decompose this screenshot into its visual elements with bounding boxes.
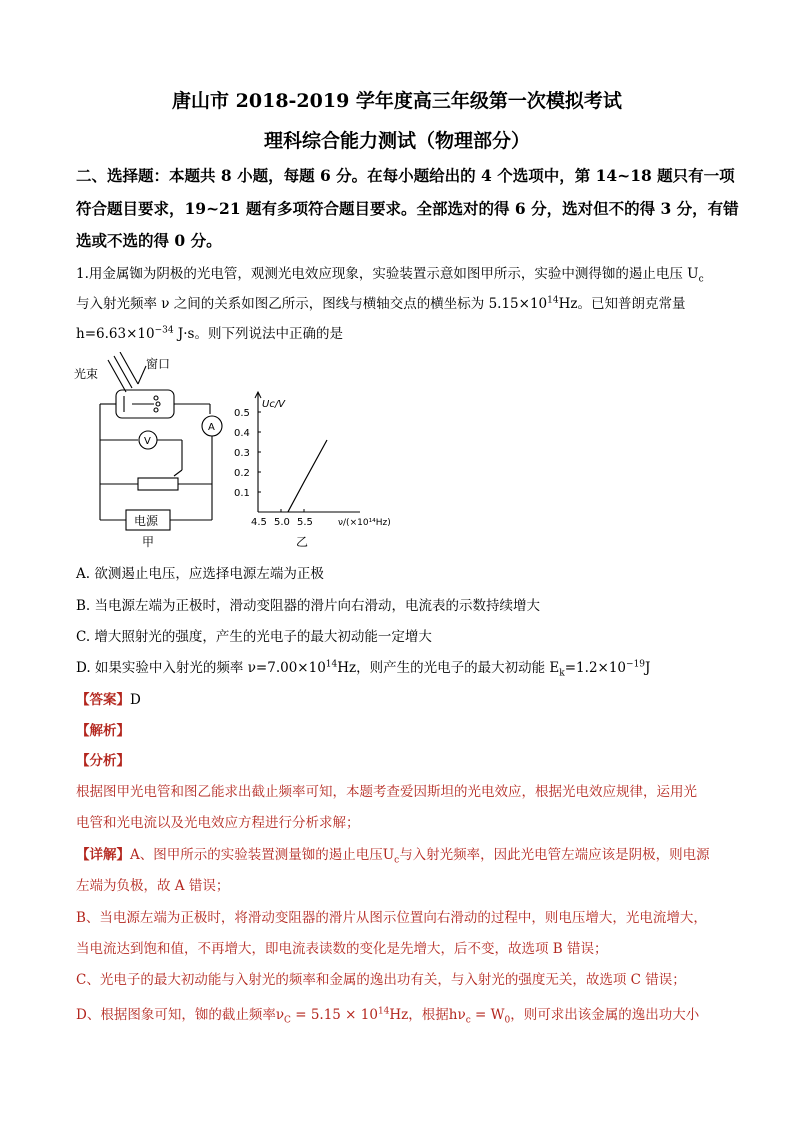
- detail-d: D、根据图象可知，铷的截止频率$\nu_C = 5.15 \times 10^{14}Hz$，根据$h\nu_c = W_0$，则可求出该金属的逸出功大小: [76, 1006, 700, 1026]
- detail-a-line1: 【详解】A、图甲所示的实验装置测量铷的遏止电压$U_c$与入射光频率，因此光电管左端应该是阴极，则电源: [76, 847, 710, 866]
- section-instructions-line2: 符合题目要求，19~21 题有多项符合题目要求。全部选对的得 6 分，选对但不的得 3 分，有错: [76, 199, 739, 218]
- detail-b-line1: B、当电源左端为正极时，将滑动变阻器的滑片从图示位置向右滑动的过程中，则电压增大，光电流增大，: [76, 910, 707, 926]
- option-b: B. 当电源左端为正极时，滑动变阻器的滑片向右滑动，电流表的示数持续增大: [76, 598, 541, 614]
- voltmeter-label: V: [144, 436, 151, 447]
- detail-b-line2: 当电流达到饱和值，不再增大，即电流表读数的变化是先增大，后不变，故选项 B 错误；: [76, 941, 608, 957]
- light-label: 光束: [74, 367, 99, 381]
- y-tick-label: 0.4: [234, 428, 250, 439]
- y-tick-label: 0.1: [234, 488, 250, 499]
- x-tick-label: 5.0: [274, 517, 290, 528]
- graph-caption: 乙: [296, 535, 309, 548]
- anode-dot-1: [154, 396, 158, 400]
- section-instructions-line1: 二、选择题：本题共 8 小题，每题 6 分。在每小题给出的 4 个选项中，第 14~18 题只有一项: [76, 166, 735, 185]
- jiexi-label: 【解析】: [76, 723, 130, 739]
- question-line2: 与入射光频率 ν 之间的关系如图乙所示，图线与横轴交点的横坐标为 $5.15\times 10^{14}Hz$。已知普朗克常量: [76, 295, 686, 312]
- x-axis-label: ν/(×10¹⁴Hz): [338, 518, 391, 528]
- rheostat: [138, 478, 178, 490]
- x-tick-label: 4.5: [251, 517, 267, 528]
- page-subtitle: 理科综合能力测试（物理部分）: [263, 130, 530, 152]
- uc-frequency-graph: [234, 392, 391, 548]
- source-label: 电源: [134, 514, 159, 528]
- fenxi-label: 【分析】: [76, 753, 130, 769]
- x-tick-label: 5.5: [297, 517, 313, 528]
- y-tick-label: 0.3: [234, 448, 250, 459]
- analysis-line1: 根据图甲光电管和图乙能求出截止频率可知，本题考查爱因斯坦的光电效应，根据光电效应规律，运用光: [76, 784, 697, 800]
- circuit-diagram: [100, 352, 222, 530]
- anode-dot-3: [154, 408, 158, 412]
- window-pointer: [138, 366, 146, 384]
- y-tick-label: 0.2: [234, 468, 250, 479]
- y-tick-label: 0.5: [234, 408, 250, 419]
- window-label: 窗口: [146, 357, 171, 371]
- analysis-line2: 电管和光电流以及光电效应方程进行分析求解；: [76, 815, 360, 831]
- light-beam-line-1: [108, 360, 126, 392]
- answer-line: 【答案】D: [76, 692, 141, 708]
- question-line1: 1.用金属铷为阴极的光电管，观测光电效应现象，实验装置示意如图甲所示，实验中测得铷的遏止电压 $U_c$: [76, 266, 704, 285]
- question-line3: $h=6.63\times 10^{-34}$ J·s。则下列说法中正确的是: [76, 325, 343, 342]
- question-figure: [70, 352, 430, 548]
- section-instructions-line3: 选或不选的得 0 分。: [76, 231, 222, 250]
- light-beam-line-2: [114, 356, 132, 388]
- rheostat-slider: [174, 470, 182, 476]
- y-axis-label: Uc/V: [262, 399, 286, 410]
- detail-c: C、光电子的最大初动能与入射光的频率和金属的逸出功有关，与入射光的强度无关，故选项 C 错误；: [76, 972, 686, 988]
- anode-dot-2: [156, 402, 160, 406]
- detail-a-line2: 左端为负极，故 A 错误；: [76, 878, 230, 894]
- circuit-caption: 甲: [142, 535, 155, 548]
- light-beam-line-3: [120, 352, 138, 384]
- page-title: 唐山市 2018-2019 学年度高三年级第一次模拟考试: [172, 90, 622, 112]
- ammeter-label: A: [208, 422, 215, 433]
- option-a: A. 欲测遏止电压，应选择电源左端为正极: [76, 566, 324, 582]
- series-line: [288, 440, 327, 512]
- option-d: D. 如果实验中入射光的频率 $\nu=7.00\times 10^{14}Hz$，则产生的光电子的最大初动能 $E_k=1.2\times 10^{-19}J$: [76, 659, 651, 679]
- option-c: C. 增大照射光的强度，产生的光电子的最大初动能一定增大: [76, 629, 432, 645]
